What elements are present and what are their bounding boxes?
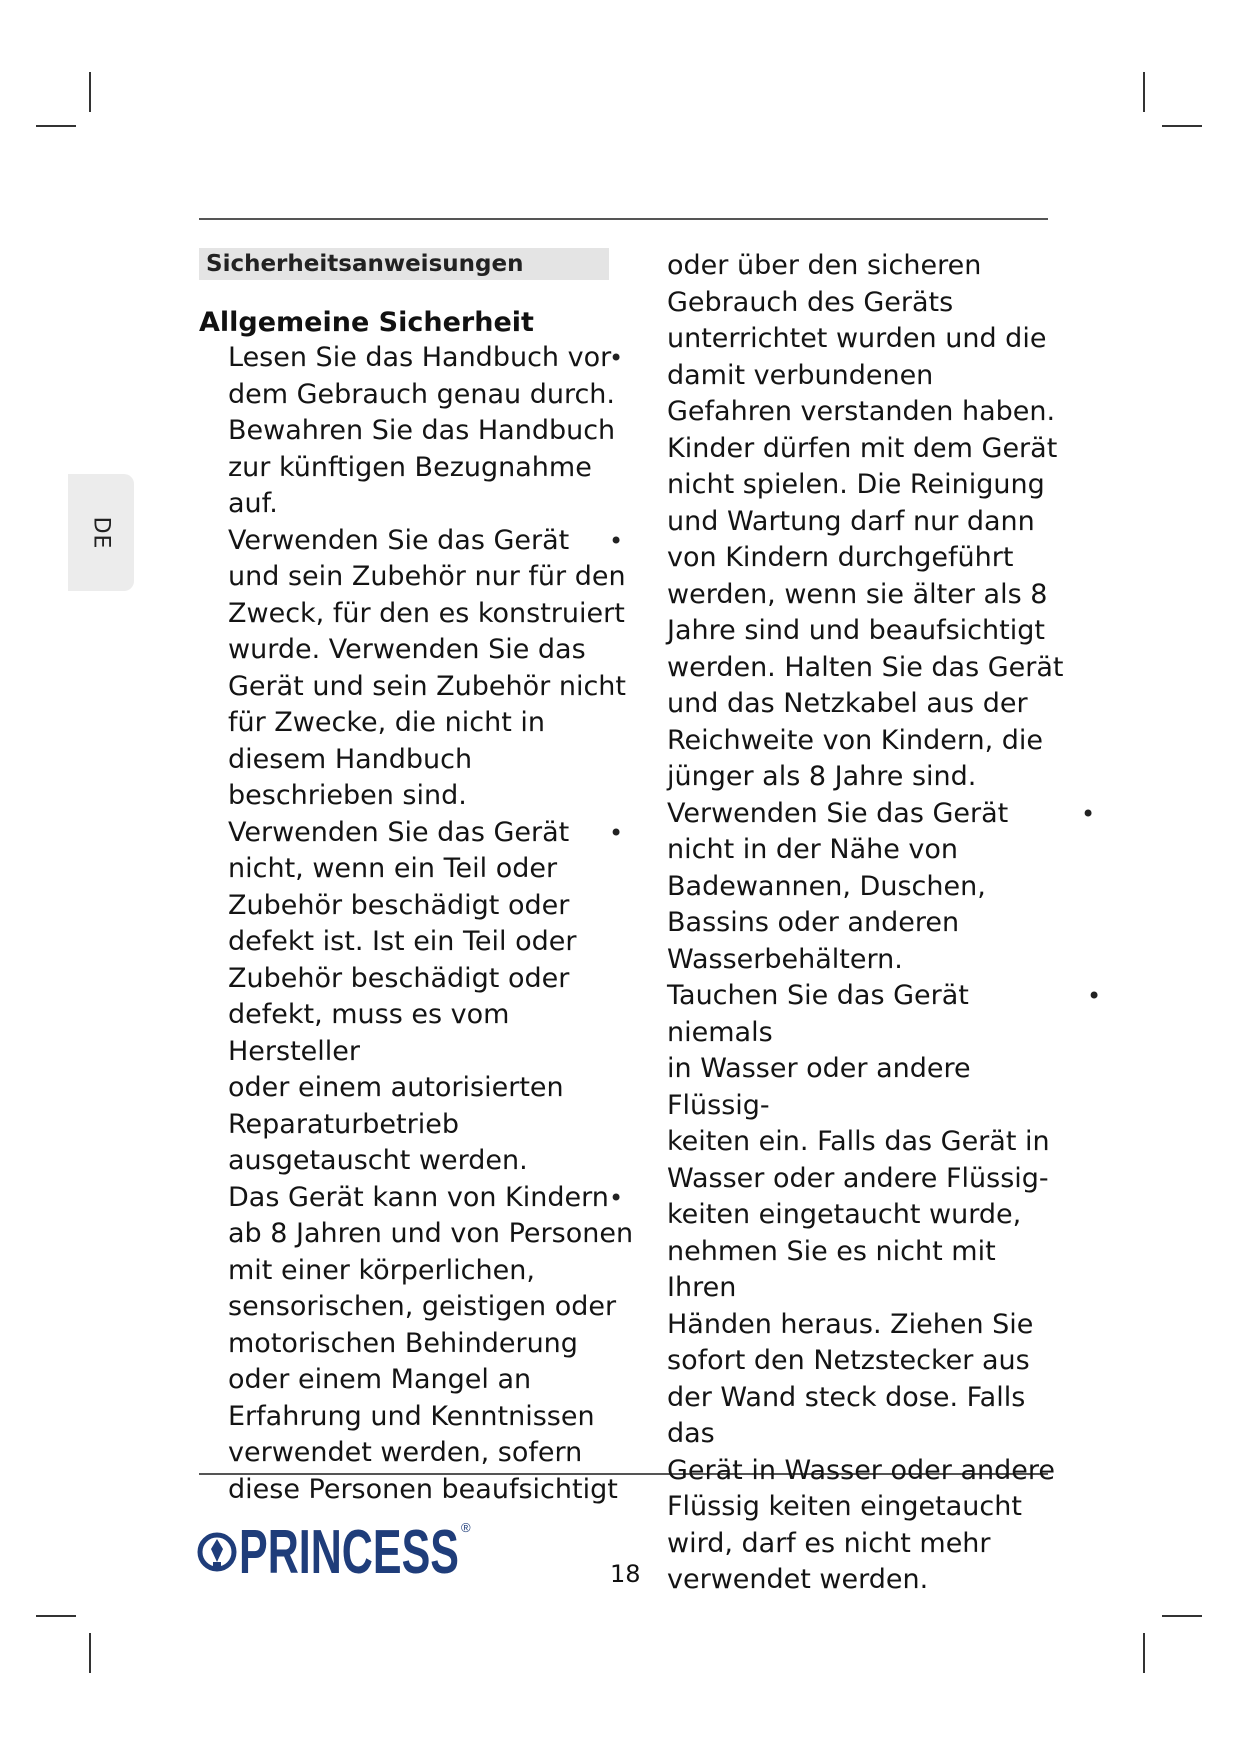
paragraph-line: diese Personen beaufsichtigt xyxy=(228,1473,618,1505)
paragraph-line: werden, wenn sie älter als 8 xyxy=(667,578,1048,610)
paragraph-line: nicht spielen. Die Reinigung xyxy=(667,469,1045,500)
paragraph-line: in Wasser oder andere Flüssig- xyxy=(667,1053,971,1121)
language-tab-label: DE xyxy=(88,516,114,549)
paragraph-line: damit verbundenen xyxy=(667,359,934,391)
paragraph-line: Verwenden Sie das Gerät xyxy=(228,816,570,848)
paragraph-line: wird, darf es nicht mehr xyxy=(667,1527,991,1559)
bullet-marker: • xyxy=(609,344,624,372)
princess-logo-graphic xyxy=(197,1512,497,1592)
safety-paragraph xyxy=(199,340,638,523)
paragraph-line: defekt, muss es vom Hersteller xyxy=(228,999,510,1067)
paragraph-line: Wasser oder andere Flüssig- xyxy=(667,1162,1049,1194)
language-tab xyxy=(68,474,134,591)
crop-mark-bottom-left-vertical xyxy=(89,1633,91,1673)
paragraph-line: auf. xyxy=(228,488,278,519)
paragraph-line: oder über den sicheren xyxy=(667,250,982,281)
paragraph-line: Badewannen, Duschen, xyxy=(667,870,986,902)
page-number: 18 xyxy=(610,1560,641,1588)
right-paragraphs xyxy=(667,248,1107,1599)
paragraph-line: keiten ein. Falls das Gerät in xyxy=(667,1126,1050,1157)
crop-mark-top-left-horizontal xyxy=(36,125,76,127)
paragraph-line: nicht, wenn ein Teil oder xyxy=(228,853,558,884)
paragraph-line: und Wartung darf nur dann xyxy=(667,505,1035,537)
paragraph-line: diesem Handbuch xyxy=(228,743,473,775)
left-column xyxy=(199,248,639,1508)
safety-paragraph xyxy=(199,815,638,1180)
paragraph-line: nehmen Sie es nicht mit Ihren xyxy=(667,1235,996,1303)
paragraph-line: verwendet werden. xyxy=(667,1564,929,1595)
safety-paragraph xyxy=(199,1180,638,1509)
paragraph-line: nicht in der Nähe von xyxy=(667,834,959,865)
section-heading: Allgemeine Sicherheit xyxy=(199,307,534,338)
bullet-marker: • xyxy=(609,526,624,555)
paragraph-line: Händen heraus. Ziehen Sie xyxy=(667,1308,1034,1340)
paragraph-line: und das Netzkabel aus der xyxy=(667,688,1028,719)
paragraph-line: und sein Zubehör nur für den xyxy=(228,561,626,592)
safety-paragraph xyxy=(667,248,1067,796)
paragraph-line: sofort den Netzstecker aus xyxy=(667,1345,1030,1376)
paragraph-line: von Kindern durchgeführt xyxy=(667,542,1014,573)
paragraph-line: für Zwecke, die nicht in xyxy=(228,707,545,738)
paragraph-line: verwendet werden, sofern xyxy=(228,1437,583,1468)
paragraph-line: Reichweite von Kindern, die xyxy=(667,724,1044,756)
paragraph-line: jünger als 8 Jahre sind. xyxy=(667,761,977,792)
left-paragraphs xyxy=(199,340,639,1508)
paragraph-line: sensorischen, geistigen oder xyxy=(228,1291,617,1322)
paragraph-line: Gerät und sein Zubehör nicht xyxy=(228,670,626,702)
right-column xyxy=(667,248,1107,1599)
paragraph-line: ausgetauscht werden. xyxy=(228,1145,528,1176)
paragraph-line: Bassins oder anderen xyxy=(667,907,960,938)
paragraph-line: Erfahrung und Kenntnissen xyxy=(228,1400,595,1432)
crop-mark-bottom-left-horizontal xyxy=(36,1615,76,1617)
bullet-marker: • xyxy=(1081,799,1096,828)
paragraph-line: mit einer körperlichen, xyxy=(228,1254,535,1286)
crop-mark-top-right-vertical xyxy=(1143,72,1145,112)
paragraph-line: defekt ist. Ist ein Teil oder xyxy=(228,926,577,957)
paragraph-line: Gefahren verstanden haben. xyxy=(667,396,1056,427)
brand-name: PRINCESS xyxy=(239,1518,459,1587)
paragraph-line: wurde. Verwenden Sie das xyxy=(228,634,586,665)
paragraph-line: Zubehör beschädigt oder xyxy=(228,962,570,994)
paragraph-line: keiten eingetaucht wurde, xyxy=(667,1199,1022,1230)
paragraph-line: oder einem autorisierten xyxy=(228,1072,564,1103)
paragraph-line: oder einem Mangel an xyxy=(228,1364,532,1395)
registered-mark: ® xyxy=(461,1520,471,1535)
paragraph-line: unterrichtet wurden und die xyxy=(667,323,1047,354)
paragraph-line: Verwenden Sie das Gerät xyxy=(228,524,570,556)
bullet-marker: • xyxy=(1087,982,1102,1010)
bullet-marker: • xyxy=(609,1183,624,1212)
crop-mark-bottom-right-vertical xyxy=(1143,1633,1145,1673)
crop-mark-top-right-horizontal xyxy=(1162,125,1202,127)
safety-paragraph xyxy=(667,978,1102,1599)
crop-mark-top-left-vertical xyxy=(89,72,91,112)
paragraph-line: dem Gebrauch genau durch. xyxy=(228,378,616,410)
paragraph-line: Zweck, für den es konstruiert xyxy=(228,597,625,629)
paragraph-line: beschrieben sind. xyxy=(228,780,467,811)
paragraph-line: Jahre sind und beaufsichtigt xyxy=(667,615,1045,646)
paragraph-line: Zubehör beschädigt oder xyxy=(228,889,570,921)
safety-paragraph xyxy=(667,796,1096,979)
bullet-marker: • xyxy=(609,818,624,847)
safety-paragraph xyxy=(199,523,638,815)
princess-logo xyxy=(197,1512,497,1596)
paragraph-line: Das Gerät kann von Kindern xyxy=(228,1181,609,1213)
paragraph-line: Verwenden Sie das Gerät xyxy=(667,797,1009,829)
paragraph-line: der Wand steck dose. Falls das xyxy=(667,1381,1026,1449)
paragraph-line: motorischen Behinderung xyxy=(228,1327,578,1359)
section-label: Sicherheitsanweisungen xyxy=(199,248,609,280)
paragraph-line: Lesen Sie das Handbuch vor xyxy=(228,342,612,373)
paragraph-line: ab 8 Jahren und von Personen xyxy=(228,1218,634,1249)
top-rule xyxy=(199,218,1048,220)
paragraph-line: Tauchen Sie das Gerät niemals xyxy=(667,980,969,1048)
paragraph-line: Gebrauch des Geräts xyxy=(667,286,954,318)
paragraph-line: Bewahren Sie das Handbuch xyxy=(228,415,616,446)
paragraph-line: Wasserbehältern. xyxy=(667,943,903,975)
paragraph-line: Gerät in Wasser oder andere xyxy=(667,1454,1055,1486)
paragraph-line: Kinder dürfen mit dem Gerät xyxy=(667,432,1058,464)
paragraph-line: Flüssig keiten eingetaucht xyxy=(667,1491,1022,1522)
paragraph-line: Reparaturbetrieb xyxy=(228,1108,459,1140)
crop-mark-bottom-right-horizontal xyxy=(1162,1615,1202,1617)
paragraph-line: werden. Halten Sie das Gerät xyxy=(667,651,1064,683)
paragraph-line: zur künftigen Bezugnahme xyxy=(228,451,592,483)
